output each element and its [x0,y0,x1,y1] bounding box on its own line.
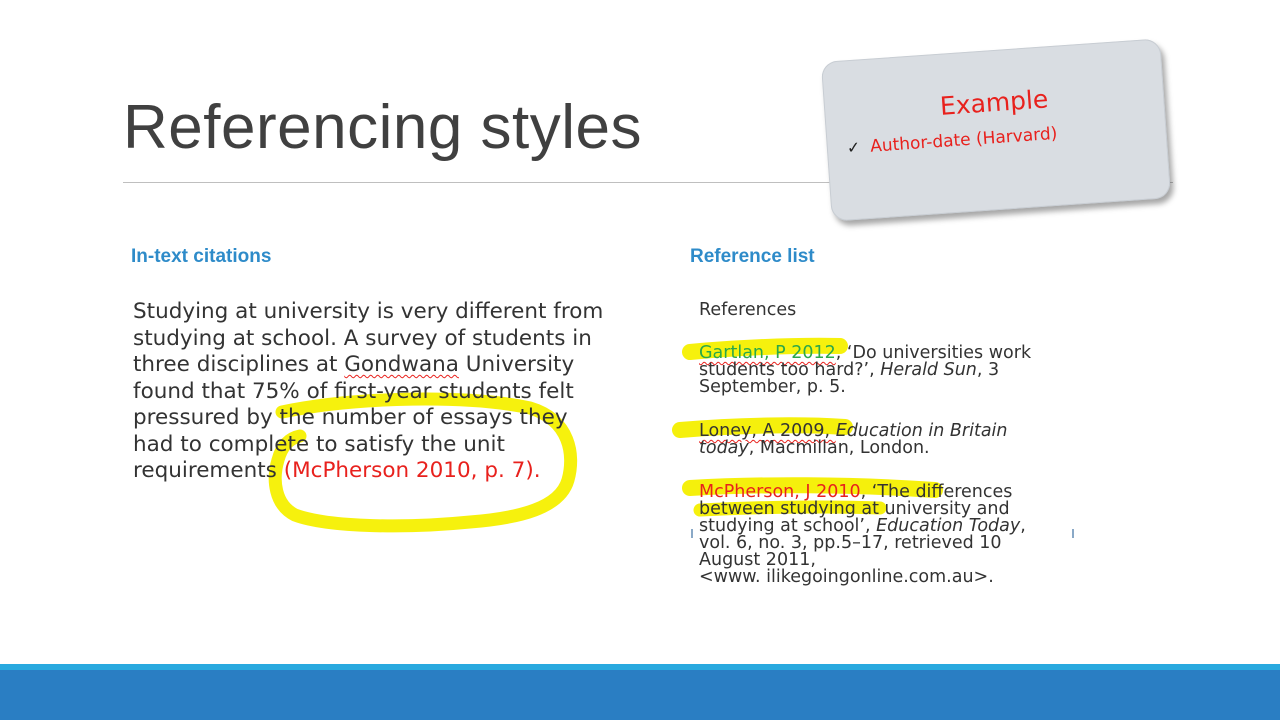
callout-title: Example [938,84,1050,121]
paragraph-line: Studying at university is very different from [133,299,604,324]
slide-title: Referencing styles [123,93,643,162]
paragraph-line: pressured by the number of essays they [133,405,568,430]
reference-list-heading: Reference list [690,246,815,267]
paragraph-text: three disciplines at [133,352,345,377]
reference-entry-line: vol. 6, no. 3, pp.5–17, retrieved 10 [699,533,1002,553]
reference-text: studying at school’, [699,516,877,536]
paragraph-line: had to complete to satisfy the unit [133,431,505,457]
callout-item [846,124,1058,159]
paragraph-text: requirements [133,458,284,483]
reference-author: Loney, A 2009, [699,421,836,441]
reference-text: , [1020,516,1026,536]
paragraph-line: found that 75% of first-year students felt [133,378,574,404]
reference-author: Gartlan, P 2012 [699,343,836,363]
reference-source: Herald Sun [880,360,977,380]
reference-text: students too hard?’, [699,360,881,380]
reference-source: today [699,438,749,458]
in-text-citation: (McPherson 2010, p. 7). [283,458,541,483]
in-text-paragraph [133,299,653,485]
reference-gap [699,396,1099,423]
spellcheck-word: Gondwana [344,352,459,377]
reference-source: Education Today [876,516,1021,536]
reference-text: , ‘Do universities work [835,343,1032,363]
selection-handle [691,529,693,538]
reference-gap [699,457,1099,484]
references-heading: References [699,300,797,320]
paragraph-line [133,352,653,379]
reference-text: , ‘The differences [860,482,1013,502]
reference-text: , Macmillan, London. [748,438,930,458]
paragraph-line [133,458,653,485]
reference-author: McPherson, J 2010 [699,482,861,502]
reference-source: Education in Britain [835,421,1008,441]
example-callout [821,38,1171,221]
reference-entry-line: <www. ilikegoingonline.com.au>. [699,567,994,587]
paragraph-line: studying at school. A survey of students in [133,325,592,351]
reference-text: , 3 [976,360,1000,380]
reference-entry-line [699,440,1099,457]
reference-entry-line: September, p. 5. [699,377,846,397]
paragraph-text: University [458,352,575,377]
footer-bar [0,670,1280,720]
check-icon: ✓ [846,137,861,158]
callout-item-label: Author-date (Harvard) [869,123,1058,157]
reference-entry-line: between studying at university and [699,499,1010,519]
in-text-citations-heading: In-text citations [131,246,272,267]
reference-list [699,302,1099,586]
selection-handle [1072,529,1074,538]
reference-entry-line: August 2011, [699,550,816,570]
